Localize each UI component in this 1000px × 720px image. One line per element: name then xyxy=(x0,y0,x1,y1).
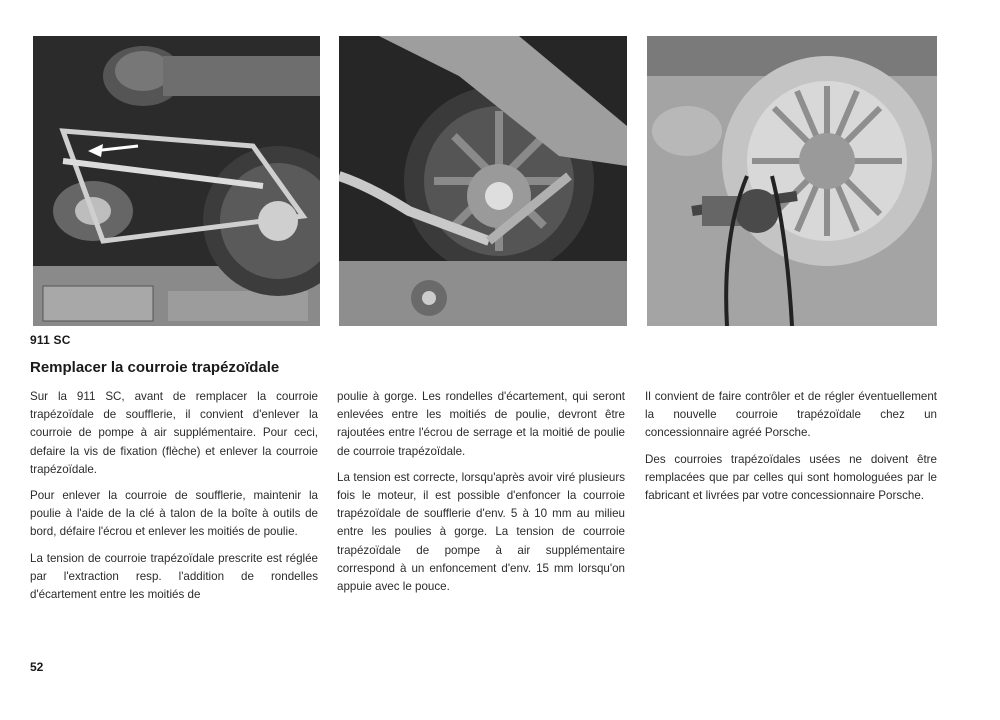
paragraph: La tension de courroie trapézoïdale prescrite est réglée par l'extraction resp. l'addition de rondelles d'écartement entre les moitiés de xyxy=(30,551,318,602)
paragraph: La tension est correcte, lorsqu'après avoir viré plusieurs fois le moteur, il est possible d'enfoncer la courroie trapézoïdale de soufflerie d'env. 5 à 10 mm au milieu entre les poulies à gorge. La tension de courroie trapézoïdale de pompe à air supplémentaire correspond à un enfoncement d'env. 15 mm lorsqu'on appuie avec le pouce. xyxy=(337,470,625,594)
photo-fan-pulley-belt xyxy=(647,36,937,326)
page-number: 52 xyxy=(30,660,44,674)
paragraph: Pour enlever la courroie de soufflerie, maintenir la poulie à l'aide de la clé à talon de la boîte à outils de bord, défaire l'écrou et enlever les moitiés de poulie. xyxy=(30,489,318,539)
photo-wrench-on-pulley xyxy=(339,36,627,326)
paragraph: Il convient de faire contrôler et de régler éventuellement la nouvelle courroie trapézoïdale chez un concessionnaire agréé Porsche. xyxy=(645,390,937,440)
text-column-1 xyxy=(30,388,318,612)
paragraph: Des courroies trapézoïdales usées ne doivent être remplacées que par celles qui sont homologuées par le fabricant et livrées par votre concessionnaire Porsche. xyxy=(645,452,937,503)
photo-engine-belt-arrow xyxy=(33,36,320,326)
text-column-3 xyxy=(645,388,937,513)
paragraph: Sur la 911 SC, avant de remplacer la courroie trapézoïdale de soufflerie, il convient d'enlever la courroie de pompe à air supplémentaire. Pour ceci, defaire la vis de fixation (flèche) et enlever la courroie trapézoïdale. xyxy=(30,390,318,476)
text-column-2 xyxy=(337,388,625,604)
paragraph: poulie à gorge. Les rondelles d'écartement, qui seront enlevées entre les moitiés de poulie, devront être rajoutées entre l'écrou de serrage et la moitié de poulie de courroie trapézoïdale. xyxy=(337,390,625,458)
photo-caption: 911 SC xyxy=(30,333,71,347)
section-heading: Remplacer la courroie trapézoïdale xyxy=(30,359,280,376)
